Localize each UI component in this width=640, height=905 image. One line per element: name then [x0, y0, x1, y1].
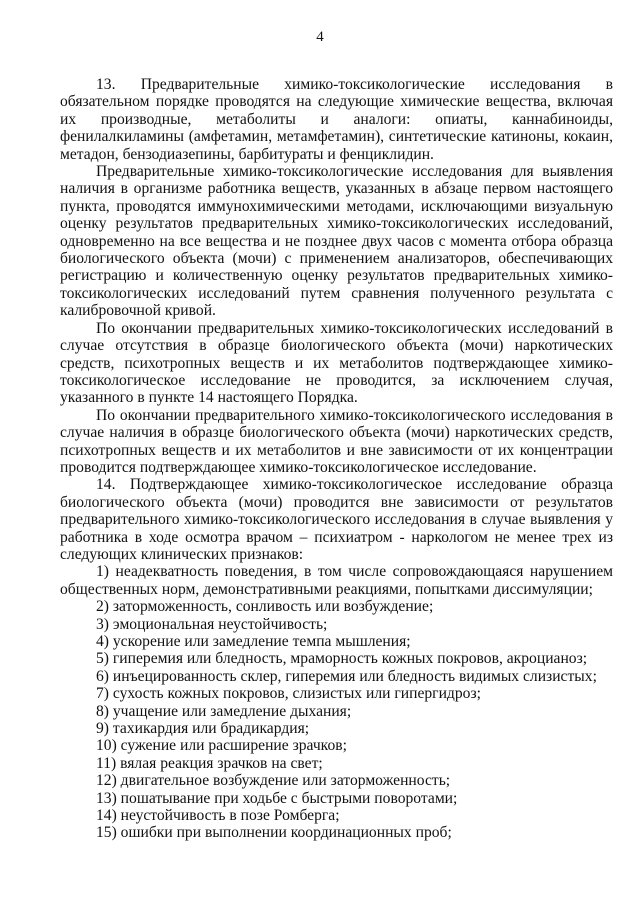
paragraph-13-negative-result: По окончании предварительных химико-токсикологических исследований в случае отсутствия в образце биологического объекта (мочи) наркотических средств, психотропных веществ и их метаболитов подтверждающее химико-токсикологическое исследование не проводится, за исключением случая, указанного в пункте 14 настоящего Порядка.: [60, 319, 613, 407]
list-item: 9) тахикардия или брадикардия;: [96, 720, 310, 738]
list-item: 15) ошибки при выполнении координационных проб;: [96, 824, 452, 842]
paragraph-13-positive-result: По окончании предварительного химико-токсикологического исследования в случае наличия в образце биологического объекта (мочи) наркотических средств, психотропных веществ и их метаболитов и вне зависимости от их концентрации проводится подтверждающее химико-токсикологическое исследование.: [60, 406, 613, 476]
list-item: 3) эмоциональная неустойчивость;: [96, 615, 328, 633]
paragraph-13: 13. Предварительные химико-токсикологические исследования в обязательном порядке проводятся на следующие химические вещества, включая их производные, метаболиты и аналоги: опиаты, каннабиноиды, фенилалкиламины (амфетамин, метамфетамин), синтетические катиноны, кокаин, метадон, бензодиазепины, барбитураты и фенциклидин.: [60, 76, 613, 163]
document-body: [60, 76, 613, 842]
clinical-signs-list: [60, 563, 613, 842]
list-item: 6) инъецированность склер, гиперемия или бледность видимых слизистых;: [96, 667, 597, 685]
list-item: 13) пошатывание при ходьбе с быстрыми поворотами;: [96, 789, 458, 807]
list-item: 4) ускорение или замедление темпа мышления;: [96, 633, 411, 650]
list-item: 12) двигательное возбуждение или заторможенность;: [96, 772, 451, 790]
paragraph-13-methods: Предварительные химико-токсикологические исследования для выявления наличия в организме работника веществ, указанных в абзаце первом настоящего пункта, проводятся иммунохимическими методами, исключающими визуальную оценку результатов предварительных химико-токсикологических исследований, одновременно на все вещества и не позднее двух часов с момента отбора образца биологического объекта (мочи) с применением анализаторов, обеспечивающих регистрацию и количественную оценку результатов предварительных химико-токсикологических исследований путем сравнения полученного результата с калибровочной кривой.: [60, 163, 613, 320]
list-item: 8) учащение или замедление дыхания;: [96, 702, 352, 720]
list-item: 11) вялая реакция зрачков на свет;: [96, 754, 323, 772]
paragraph-14: 14. Подтверждающее химико-токсикологическое исследование образца биологического объекта (мочи) проводится вне зависимости от результатов предварительного химико-токсикологического исследования в случае выявления у работника в ходе осмотра врачом – психиатром - наркологом не менее трех из следующих клинических признаков:: [60, 476, 613, 563]
list-item: 5) гиперемия или бледность, мраморность кожных покровов, акроцианоз;: [96, 650, 588, 668]
page-number: 4: [316, 29, 324, 45]
list-item: 14) неустойчивость в позе Ромберга;: [96, 807, 340, 825]
list-item: 7) сухость кожных покровов, слизистых или гипергидроз;: [96, 685, 481, 703]
list-item: 2) заторможенность, сонливость или возбуждение;: [96, 598, 434, 616]
list-item: 1) неадекватность поведения, в том числе сопровождающаяся нарушением общественных норм, демонстративными реакциями, попытками диссимуляции;: [60, 563, 613, 598]
list-item: 10) сужение или расширение зрачков;: [96, 737, 347, 755]
